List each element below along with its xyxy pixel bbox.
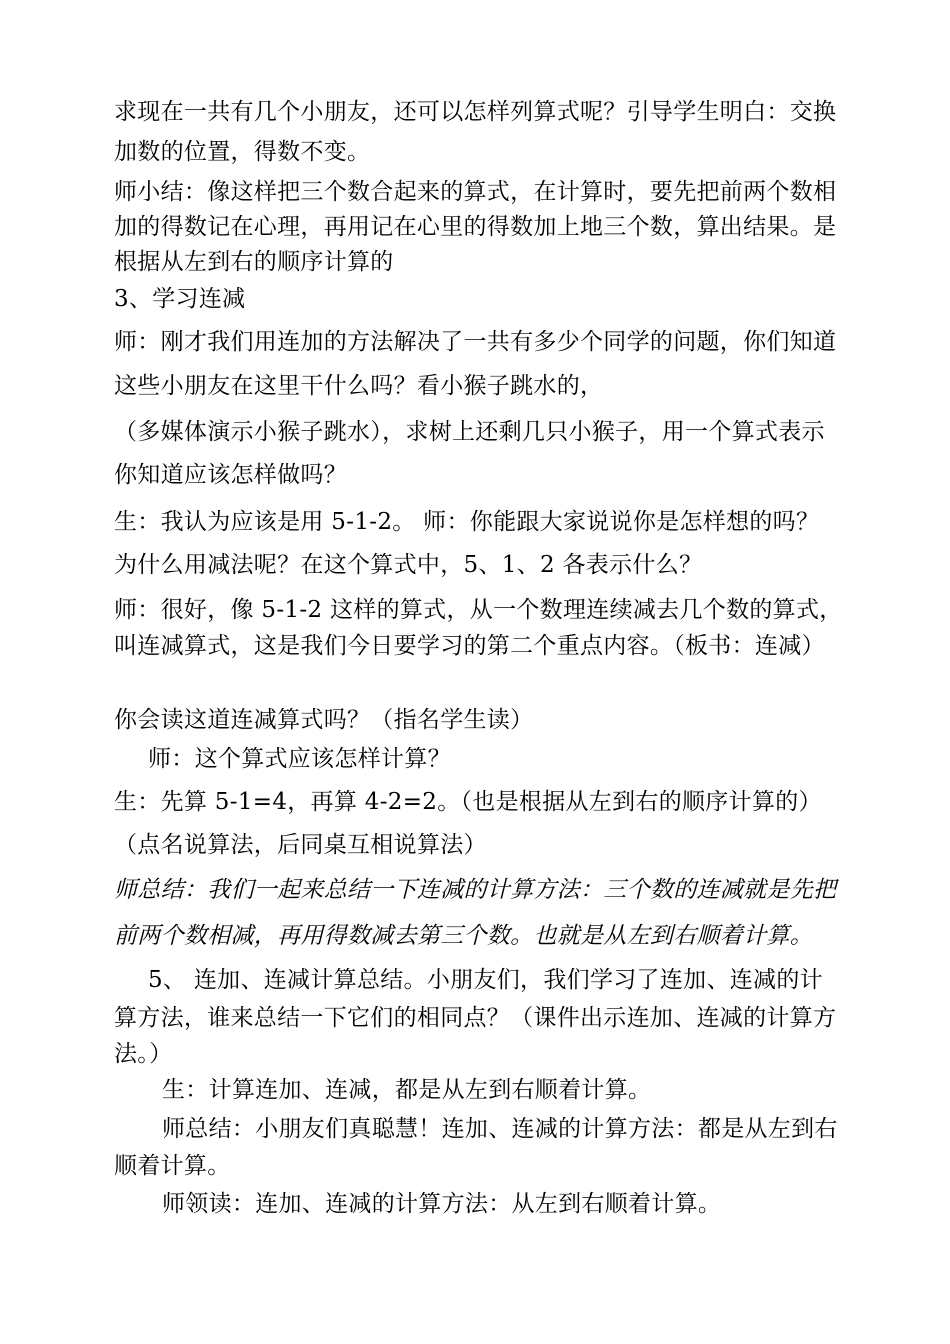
- text-line: 生：计算连加、连减，都是从左到右顺着计算。: [162, 1077, 652, 1103]
- text-line: 求现在一共有几个小朋友，还可以怎样列算式呢？引导学生明白：交换: [114, 99, 837, 125]
- text-line: 你知道应该怎样做吗？: [114, 462, 347, 488]
- section-heading: 3、学习连减: [114, 286, 246, 312]
- text-line: 为什么用减法呢？在这个算式中，5、1、2 各表示什么？: [114, 552, 703, 578]
- text-line: （多媒体演示小猴子跳水），求树上还剩几只小猴子，用一个算式表示: [114, 419, 825, 445]
- text-line: 生：先算 5-1=4，再算 4-2=2。（也是根据从左到右的顺序计算的）: [114, 789, 822, 815]
- text-line: 师总结：小朋友们真聪慧！连加、连减的计算方法：都是从左到右: [162, 1116, 838, 1142]
- text-line: 算方法，谁来总结一下它们的相同点？（课件出示连加、连减的计算方: [114, 1005, 837, 1031]
- text-line: 师：刚才我们用连加的方法解决了一共有多少个同学的问题，你们知道: [114, 329, 837, 355]
- summary-line: 前两个数相减，再用得数减去第三个数。也就是从左到右顺着计算。: [114, 923, 813, 949]
- text-line: 你会读这道连减算式吗？（指名学生读）: [114, 707, 534, 733]
- text-line: 法。）: [114, 1041, 173, 1067]
- text-line: 5、 连加、连减计算总结。小朋友们，我们学习了连加、连减的计: [148, 967, 823, 993]
- text-line: 师领读：连加、连减的计算方法：从左到右顺着计算。: [162, 1191, 722, 1217]
- text-line: 根据从左到右的顺序计算的: [114, 249, 394, 275]
- text-line: 生：我认为应该是用 5-1-2。 师：你能跟大家说说你是怎样想的吗？: [114, 509, 820, 535]
- summary-line: 师总结：我们一起来总结一下连减的计算方法：三个数的连减就是先把: [114, 877, 837, 903]
- text-line: 师：这个算式应该怎样计算？: [148, 746, 451, 772]
- text-line: 顺着计算。: [114, 1153, 231, 1179]
- text-line: 这些小朋友在这里干什么吗？看小猴子跳水的，: [114, 373, 604, 399]
- text-line: 加的得数记在心理，再用记在心里的得数加上地三个数，算出结果。是: [114, 214, 837, 240]
- text-line: （点名说算法，后同桌互相说算法）: [114, 832, 487, 858]
- text-line: 加数的位置，得数不变。: [114, 139, 371, 165]
- text-line: 师：很好，像 5-1-2 这样的算式，从一个数理连续减去几个数的算式，: [114, 597, 843, 623]
- text-line: 师小结：像这样把三个数合起来的算式，在计算时，要先把前两个数相: [114, 179, 837, 205]
- text-line: 叫连减算式，这是我们今日要学习的第二个重点内容。（板书：连减）: [114, 633, 825, 659]
